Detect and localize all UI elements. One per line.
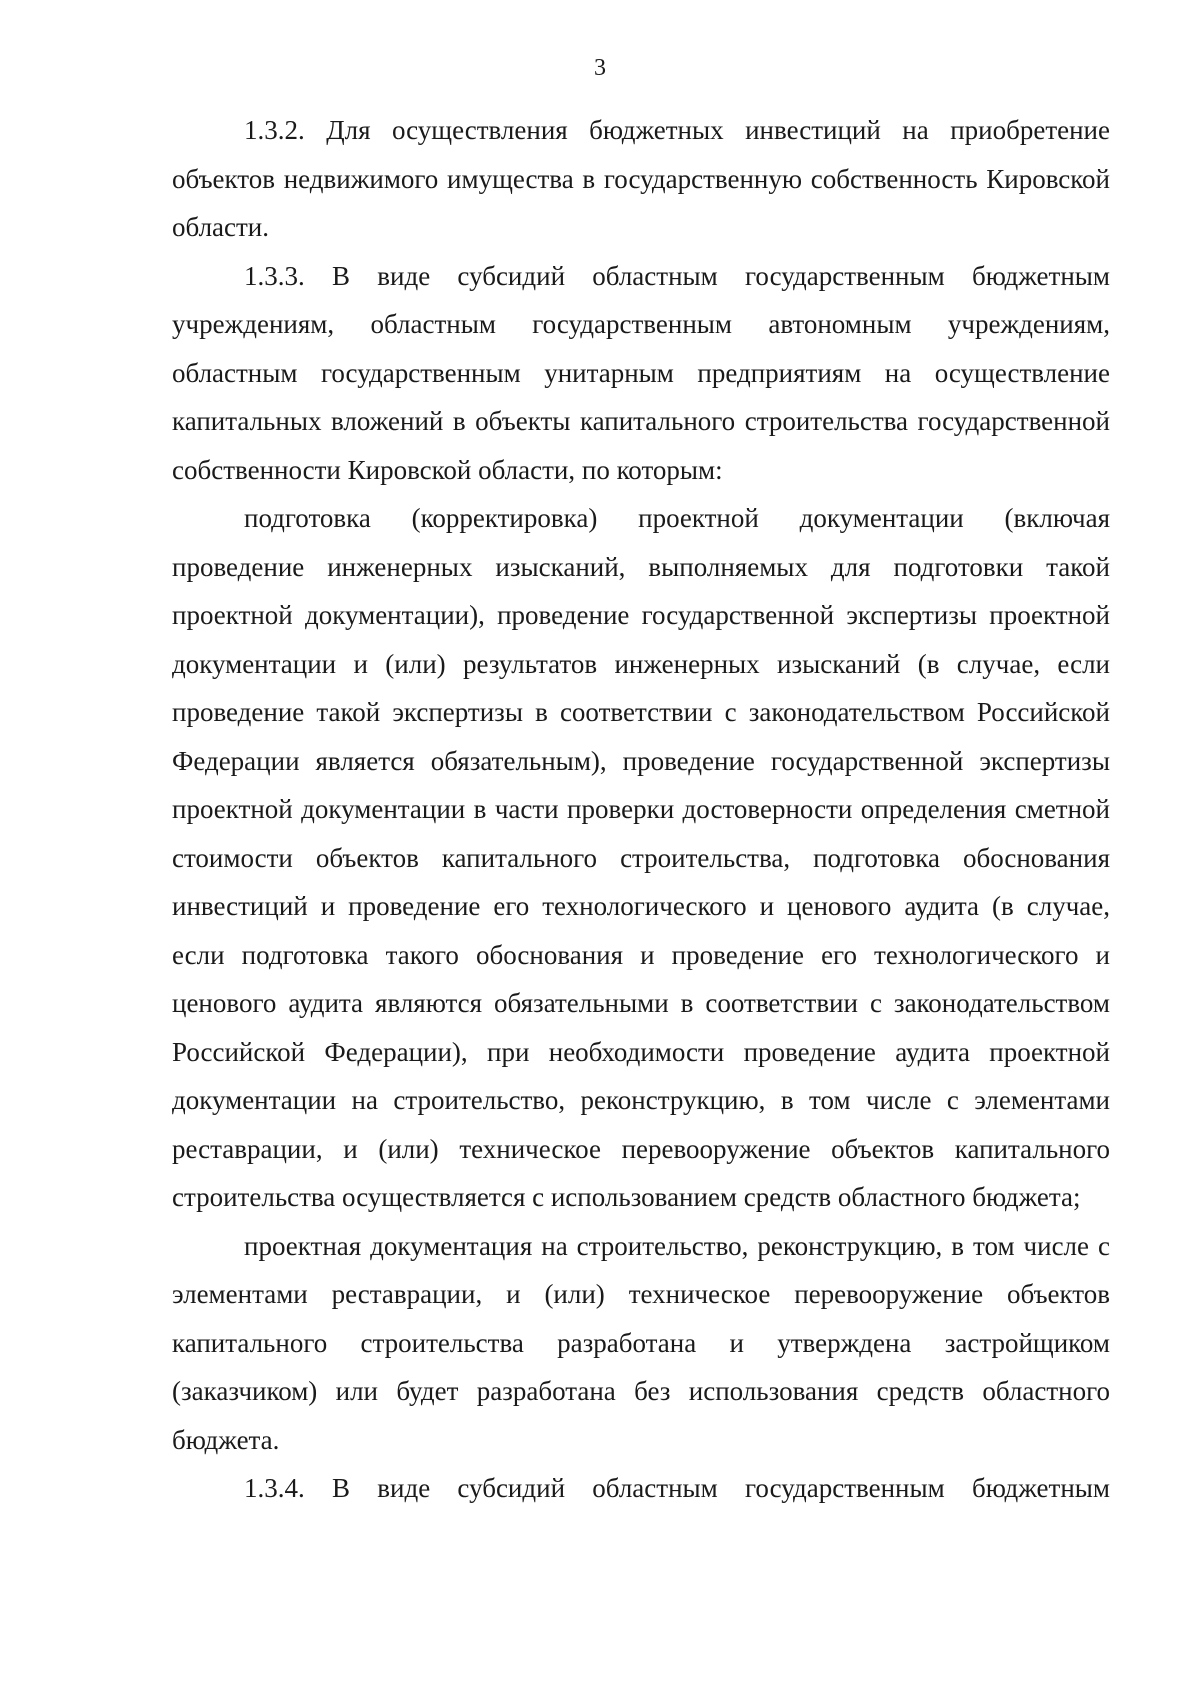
paragraph-design-preparation: подготовка (корректировка) проектной документации (включая проведение инженерных изысканий, выполняемых для подготовки такой проектной документации), проведение государственной экспертизы проектной документации и (или) результатов инженерных изысканий (в случае, если проведение такой экспертизы в соответствии с законодательством Российской Федерации является обязательным), проведение государственной экспертизы проектной документации в части проверки достоверности определения сметной стоимости объектов капитального строительства, подготовка обоснования инвестиций и проведение его технологического и ценового аудита (в случае, если подготовка такого обоснования и проведение его технологического и ценового аудита являются обязательными в соответствии с законодательством Российской Федерации), при необходимости проведение аудита проектной документации на строительство, реконструкцию, в том числе с элементами реставрации, и (или) техническое перевооружение объектов капитального строительства осуществляется с использованием средств областного бюджета;	[172, 503, 1110, 1212]
paragraph-1-3-4: 1.3.4. В виде субсидий областным государственным бюджетным	[244, 1473, 1110, 1503]
document-body	[172, 106, 1110, 1513]
paragraph-1-3-3: 1.3.3. В виде субсидий областным государственным бюджетным учреждениям, областным государственным автономным учреждениям, областным государственным унитарным предприятиям на осуществление капитальных вложений в объекты капитального строительства государственной собственности Кировской области, по которым:	[172, 260, 1110, 485]
paragraph-design-documentation: проектная документация на строительство, реконструкцию, в том числе с элементами реставрации, и (или) техническое перевооружение объектов капитального строительства разработана и утверждена застройщиком (заказчиком) или будет разработана без использования средств областного бюджета.	[172, 1230, 1110, 1455]
page-number: 3	[594, 55, 606, 81]
paragraph-1-3-2: 1.3.2. Для осуществления бюджетных инвестиций на приобретение объектов недвижимого имущества в государственную собственность Кировской области.	[172, 115, 1110, 242]
